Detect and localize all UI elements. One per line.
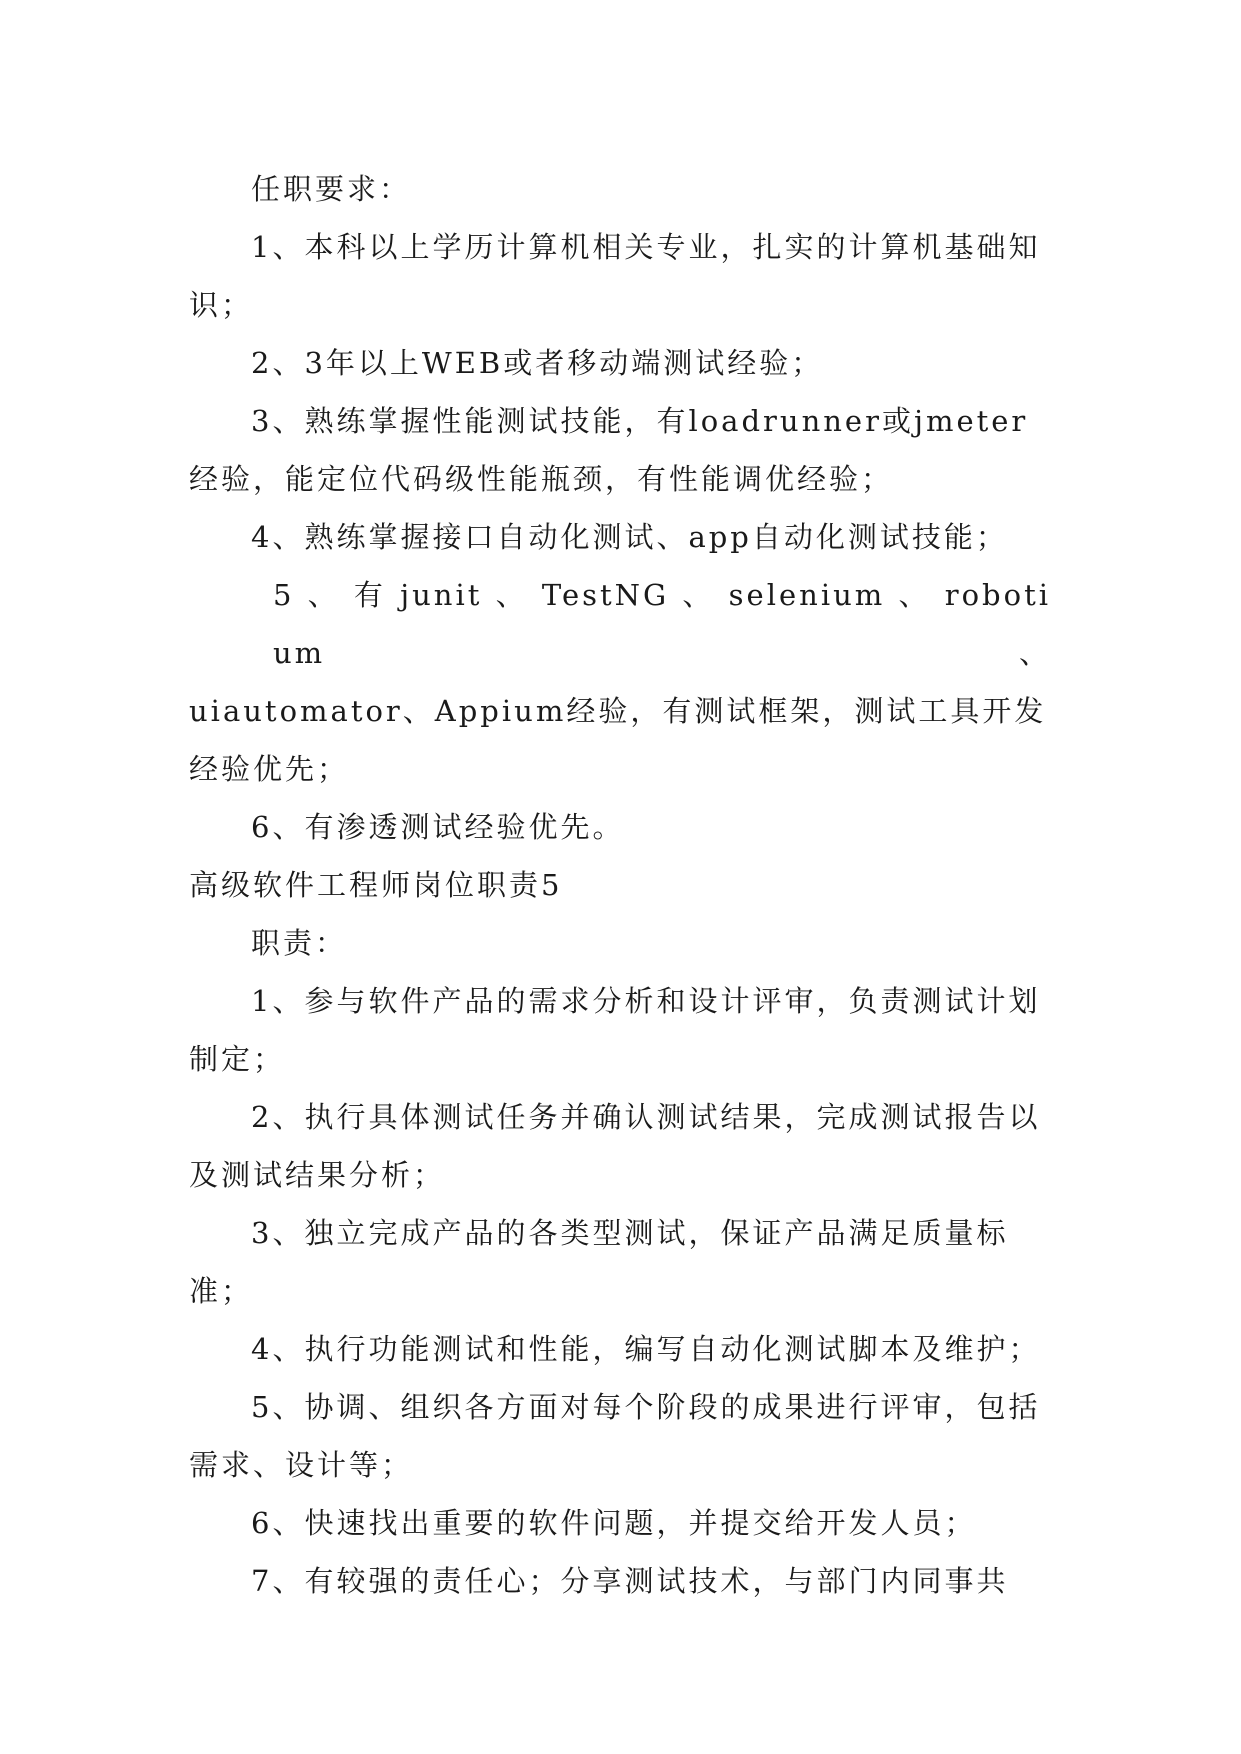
duty-item-6: 6、快速找出重要的软件问题，并提交给开发人员； (251, 1506, 977, 1540)
requirements-heading: 任职要求： (251, 172, 412, 206)
duty-item-3: 3、独立完成产品的各类型测试，保证产品满足质量标准； (189, 1216, 1009, 1308)
requirement-item-5-line1: 5 、 有 junit 、 TestNG 、 selenium 、 robotium 、 (273, 578, 1051, 670)
duty-item-4: 4、执行功能测试和性能，编写自动化测试脚本及维护； (251, 1332, 1041, 1366)
requirement-item-5 (189, 566, 1051, 798)
duty-item-1: 1、参与软件产品的需求分析和设计评审，负责测试计划制定； (189, 984, 1041, 1076)
document-body (189, 160, 1051, 1610)
duty-item-5: 5、协调、组织各方面对每个阶段的成果进行评审，包括需求、设计等； (189, 1390, 1041, 1482)
section-title: 高级软件工程师岗位职责5 (189, 868, 563, 902)
requirement-item-5-rest: uiautomator、Appium经验，有测试框架，测试工具开发经验优先； (189, 694, 1047, 786)
duty-item-2: 2、执行具体测试任务并确认测试结果，完成测试报告以及测试结果分析； (189, 1100, 1041, 1192)
requirement-item-1: 1、本科以上学历计算机相关专业，扎实的计算机基础知识； (189, 230, 1041, 322)
requirement-item-2: 2、3年以上WEB或者移动端测试经验； (251, 346, 824, 380)
requirement-item-6: 6、有渗透测试经验优先。 (251, 810, 625, 844)
requirement-item-3: 3、熟练掌握性能测试技能，有loadrunner或jmeter经验，能定位代码级性能瓶颈，有性能调优经验； (189, 404, 1029, 496)
duty-item-7: 7、有较强的责任心；分享测试技术，与部门内同事共 (251, 1564, 1009, 1598)
duties-heading: 职责： (251, 926, 348, 960)
requirement-item-4: 4、熟练掌握接口自动化测试、app自动化测试技能； (251, 520, 1008, 554)
